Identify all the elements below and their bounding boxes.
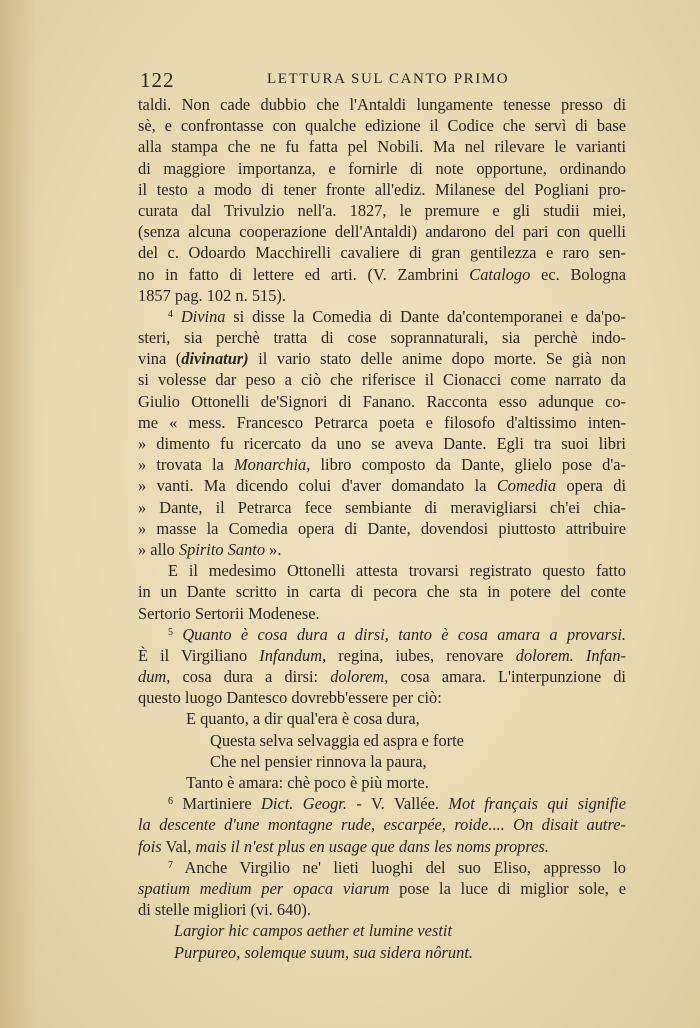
text-line: [138, 645, 626, 666]
text-line: Giulio Ottonelli de'Signori di Fanano. Racconta esso adunque co-: [138, 391, 626, 411]
italic-run: divinatur): [181, 349, 249, 369]
latin-verse-line: Purpureo, solemque suum, sua sidera nôrunt.: [174, 942, 473, 962]
text-run: » allo: [138, 539, 179, 559]
text-run: vina (: [138, 349, 182, 369]
footnote-marker: 6: [168, 796, 173, 808]
text-run: , libro composto da Dante, glielo pose d'a-: [306, 455, 626, 475]
text-run: pose la luce di miglior sole, e: [389, 878, 626, 898]
text-line: si volesse dar peso a ciò che riferisce il Cionacci come narrato da: [138, 370, 626, 390]
text-line: taldi. Non cade dubbio che l'Antaldi lungamente tenesse presso di: [138, 95, 626, 114]
footnote-marker: 7: [168, 859, 173, 871]
text-run: si disse la Comedia di Dante da'contemporanei e da'po-: [225, 306, 626, 326]
text-run: il vario stato delle anime dopo morte. Se già non: [248, 349, 626, 369]
text-line: [138, 878, 626, 899]
text-run: - V. Vallée.: [346, 794, 449, 814]
italic-run: Monarchia: [233, 455, 307, 475]
italic-run: dum: [138, 667, 167, 687]
text-line: di maggiore importanza, e fornirle di note opportune, ordinando: [138, 158, 626, 178]
italic-run: Dict. Geogr.: [261, 794, 347, 814]
text-run: » trovata la: [138, 455, 234, 475]
text-line: di stelle migliori (vi. 640).: [138, 900, 311, 920]
running-title: LETTURA SUL CANTO PRIMO: [267, 71, 510, 87]
text-run: , cosa amara. L'interpunzione di: [384, 667, 626, 687]
latin-verse-line: Largior hic campos aether et lumine vestit: [174, 921, 452, 941]
text-line: steri, sia perchè tratta di cose soprannaturali, sia perchè indo-: [138, 328, 626, 348]
text-line: alla stampa che ne fu fatta pel Nobili. Ma nel rilevare le varianti: [138, 137, 626, 157]
footnote-marker: 4: [168, 308, 173, 320]
footnote-marker: 5: [168, 626, 173, 638]
page-header: [140, 68, 627, 94]
text-line: [138, 836, 626, 857]
verse-line: Questa selva selvaggia ed aspra e forte: [210, 730, 464, 750]
text-line: in un Dante scritto in carta di pecora che sta in potere del conte: [138, 582, 626, 602]
text-line: [138, 348, 626, 369]
text-line: [138, 666, 626, 687]
text-line: sè, e confrontasse con qualche edizione il Codice che servì di base: [138, 116, 626, 136]
italic-run: Divina: [180, 306, 226, 326]
text-run: Martiniere: [182, 794, 262, 814]
text-line: » Dante, il Petrarca fece sembiante di meravigliarsi ch'ei chia-: [138, 497, 626, 517]
text-run: Val,: [161, 836, 196, 856]
footnote-7: [138, 857, 626, 878]
text-line: questo luogo Dantesco dovrebb'essere per ciò:: [138, 688, 442, 708]
text-line: curata dal Trivulzio nell'a. 1827, le premure e gli studii miei,: [138, 200, 626, 220]
text-line: [138, 264, 626, 285]
text-line: me « mess. Francesco Petrarca poeta e filosofo d'altissimo inten-: [138, 412, 626, 432]
text-line: la descente d'une montagne rude, escarpée, roide.... On disait autre-: [138, 815, 626, 835]
verse-line: Che nel pensier rinnova la paura,: [210, 751, 427, 771]
text-line: E il medesimo Ottonelli attesta trovarsi registrato questo fatto: [168, 561, 626, 581]
text-line: (senza alcuna cooperazione dell'Antaldi) andarono del pari con quelli: [138, 222, 626, 242]
italic-run: mais il n'est plus en usage que dans les noms propres.: [195, 836, 549, 856]
text-run: ».: [265, 539, 282, 559]
text-line: » dimento fu ricercato da uno se aveva Dante. Egli tra suoi libri: [138, 434, 626, 453]
italic-run: spatium medium per opaca viarum: [138, 878, 390, 898]
text-run: ec. Bologna: [530, 264, 626, 284]
text-run: opera di: [556, 476, 626, 496]
verse-line: E quanto, a dir qual'era è cosa dura,: [186, 709, 420, 729]
text-line: del c. Odoardo Macchirelli cavaliere di gran gentilezza e raro sen-: [138, 243, 626, 263]
italic-run: Quanto è cosa dura a dirsi, tanto è cosa amara a provarsi.: [182, 624, 626, 644]
text-line: [138, 454, 626, 475]
text-line: 1857 pag. 102 n. 515).: [138, 285, 286, 305]
footnote-4: [138, 306, 626, 327]
text-line: Sertorio Sertorii Modenese.: [138, 603, 320, 623]
italic-run: Spirito Santo: [178, 539, 266, 559]
italic-run: Comedia: [496, 476, 557, 496]
footnote-5: [138, 624, 626, 645]
verse-line: Tanto è amara: chè poco è più morte.: [186, 773, 429, 792]
text-run: no in fatto di lettere ed arti. (V. Zambrini: [138, 264, 470, 284]
italic-run: Infandum: [259, 645, 323, 665]
text-run: Anche Virgilio ne' lieti luoghi del suo Eliso, appresso lo: [184, 857, 626, 877]
italic-run: fois: [138, 836, 162, 856]
page-body: [138, 94, 626, 963]
text-run: , cosa dura a dirsi:: [166, 667, 331, 687]
text-line: » masse la Comedia opera di Dante, dovendosi piuttosto attribuire: [138, 518, 626, 538]
page-number: 122: [140, 68, 175, 92]
text-line: [138, 475, 626, 496]
italic-run: dolorem: [330, 667, 385, 687]
footnote-6: [138, 793, 626, 814]
text-run: , regina, iubes, renovare: [322, 645, 516, 665]
text-line: [138, 539, 626, 560]
page-gutter-shadow: [0, 0, 36, 1028]
text-run: È il Virgiliano: [138, 645, 260, 665]
italic-run: Catalogo: [469, 264, 531, 284]
text-line: il testo a modo di tener fronte all'ediz. Milanese del Pogliani pro-: [138, 179, 626, 199]
italic-run: dolorem. Infan-: [515, 645, 626, 665]
text-run: » vanti. Ma dicendo colui d'aver domandato la: [138, 476, 497, 496]
italic-run: Mot français qui signifie: [448, 794, 626, 814]
